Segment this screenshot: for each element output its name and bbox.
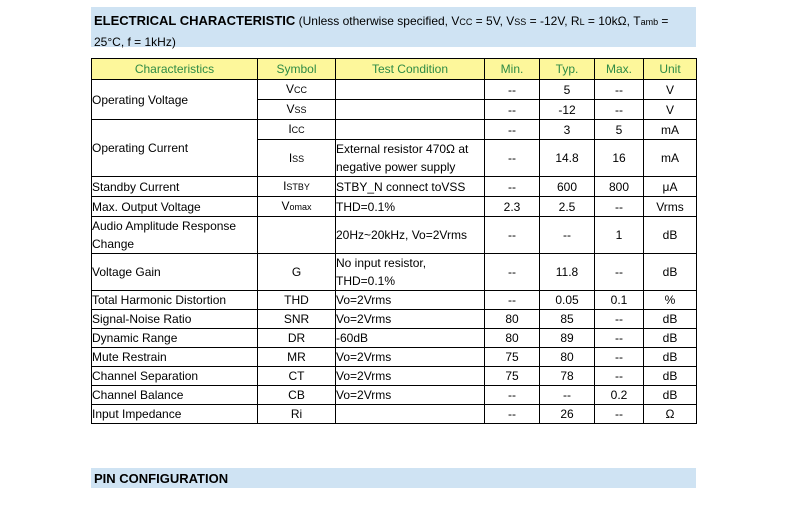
unit-cell: Vrms [644, 197, 697, 217]
characteristic-cell: Signal-Noise Ratio [92, 310, 258, 329]
condition-cell: STBY_N connect toVSS [336, 177, 485, 197]
column-header: Symbol [258, 59, 336, 80]
typ-cell: 600 [540, 177, 595, 197]
max-cell: 0.1 [595, 291, 644, 310]
characteristic-cell: Channel Separation [92, 367, 258, 386]
characteristic-cell: Operating Voltage [92, 80, 258, 120]
symbol-cell: ISS [258, 140, 336, 177]
characteristic-cell: Total Harmonic Distortion [92, 291, 258, 310]
typ-cell: 14.8 [540, 140, 595, 177]
typ-cell: 78 [540, 367, 595, 386]
min-cell: -- [485, 80, 540, 100]
symbol-cell: ISTBY [258, 177, 336, 197]
typ-cell: 11.8 [540, 254, 595, 291]
table-row [92, 120, 697, 140]
conditions-text: (Unless otherwise specified, VCC = 5V, VSS = -12V, RL = 10kΩ, Tamb = [298, 14, 669, 28]
characteristic-cell: Operating Current [92, 120, 258, 177]
column-header: Unit [644, 59, 697, 80]
min-cell: 80 [485, 329, 540, 348]
typ-cell: 26 [540, 405, 595, 424]
max-cell: -- [595, 197, 644, 217]
min-cell: 75 [485, 348, 540, 367]
table-row [92, 405, 697, 424]
symbol-cell: CB [258, 386, 336, 405]
typ-cell: 0.05 [540, 291, 595, 310]
max-cell: -- [595, 310, 644, 329]
characteristic-cell: Channel Balance [92, 386, 258, 405]
min-cell: -- [485, 120, 540, 140]
max-cell: -- [595, 329, 644, 348]
table-row [92, 310, 697, 329]
section-title: ELECTRICAL CHARACTERISTIC [94, 13, 296, 28]
typ-cell: -- [540, 217, 595, 254]
min-cell: -- [485, 254, 540, 291]
min-cell: 80 [485, 310, 540, 329]
unit-cell: dB [644, 386, 697, 405]
electrical-characteristic-heading [91, 7, 696, 47]
unit-cell: dB [644, 310, 697, 329]
symbol-cell: ICC [258, 120, 336, 140]
max-cell: -- [595, 367, 644, 386]
condition-cell [336, 405, 485, 424]
max-cell: -- [595, 254, 644, 291]
table-row [92, 291, 697, 310]
min-cell: -- [485, 177, 540, 197]
characteristic-cell: Mute Restrain [92, 348, 258, 367]
min-cell: 75 [485, 367, 540, 386]
min-cell: -- [485, 217, 540, 254]
typ-cell: 85 [540, 310, 595, 329]
condition-cell: Vo=2Vrms [336, 348, 485, 367]
column-header: Min. [485, 59, 540, 80]
typ-cell: -- [540, 386, 595, 405]
unit-cell: dB [644, 348, 697, 367]
symbol-cell: VCC [258, 80, 336, 100]
column-header: Characteristics [92, 59, 258, 80]
symbol-cell [258, 217, 336, 254]
condition-cell: Vo=2Vrms [336, 291, 485, 310]
symbol-cell: CT [258, 367, 336, 386]
symbol-cell: VSS [258, 100, 336, 120]
column-header: Max. [595, 59, 644, 80]
unit-cell: V [644, 80, 697, 100]
typ-cell: -12 [540, 100, 595, 120]
symbol-cell: Ri [258, 405, 336, 424]
unit-cell: mA [644, 120, 697, 140]
unit-cell: μA [644, 177, 697, 197]
characteristic-cell: Voltage Gain [92, 254, 258, 291]
column-header: Test Condition [336, 59, 485, 80]
table-row [92, 177, 697, 197]
max-cell: 16 [595, 140, 644, 177]
min-cell: -- [485, 140, 540, 177]
characteristic-cell: Audio Amplitude Response Change [92, 217, 258, 254]
max-cell: 800 [595, 177, 644, 197]
column-header: Typ. [540, 59, 595, 80]
unit-cell: dB [644, 329, 697, 348]
table-row [92, 367, 697, 386]
table-row [92, 80, 697, 100]
condition-cell: 20Hz~20kHz, Vo=2Vrms [336, 217, 485, 254]
max-cell: 1 [595, 217, 644, 254]
symbol-cell: DR [258, 329, 336, 348]
unit-cell: dB [644, 254, 697, 291]
symbol-cell: Vomax [258, 197, 336, 217]
symbol-cell: SNR [258, 310, 336, 329]
min-cell: -- [485, 100, 540, 120]
table-row [92, 386, 697, 405]
unit-cell: % [644, 291, 697, 310]
condition-cell: Vo=2Vrms [336, 386, 485, 405]
characteristic-cell: Max. Output Voltage [92, 197, 258, 217]
condition-cell: External resistor 470Ω at negative power supply [336, 140, 485, 177]
unit-cell: Ω [644, 405, 697, 424]
symbol-cell: MR [258, 348, 336, 367]
symbol-cell: G [258, 254, 336, 291]
unit-cell: V [644, 100, 697, 120]
characteristic-cell: Dynamic Range [92, 329, 258, 348]
characteristic-cell: Standby Current [92, 177, 258, 197]
pin-configuration-heading: PIN CONFIGURATION [91, 468, 696, 488]
max-cell: 0.2 [595, 386, 644, 405]
typ-cell: 3 [540, 120, 595, 140]
typ-cell: 89 [540, 329, 595, 348]
min-cell: -- [485, 405, 540, 424]
max-cell: -- [595, 80, 644, 100]
condition-cell: -60dB [336, 329, 485, 348]
table-header-row [92, 59, 697, 80]
min-cell: -- [485, 291, 540, 310]
electrical-characteristics-table [91, 58, 697, 424]
table-row [92, 329, 697, 348]
typ-cell: 5 [540, 80, 595, 100]
unit-cell: dB [644, 367, 697, 386]
max-cell: -- [595, 405, 644, 424]
conditions-text-line2: 25°C, f = 1kHz) [94, 35, 176, 49]
condition-cell: THD=0.1% [336, 197, 485, 217]
unit-cell: mA [644, 140, 697, 177]
min-cell: 2.3 [485, 197, 540, 217]
typ-cell: 2.5 [540, 197, 595, 217]
condition-cell: Vo=2Vrms [336, 310, 485, 329]
table-row [92, 254, 697, 291]
condition-cell [336, 120, 485, 140]
typ-cell: 80 [540, 348, 595, 367]
max-cell: -- [595, 348, 644, 367]
condition-cell: No input resistor, THD=0.1% [336, 254, 485, 291]
table-row [92, 217, 697, 254]
table-row [92, 197, 697, 217]
symbol-cell: THD [258, 291, 336, 310]
max-cell: -- [595, 100, 644, 120]
max-cell: 5 [595, 120, 644, 140]
unit-cell: dB [644, 217, 697, 254]
table-row [92, 348, 697, 367]
condition-cell [336, 100, 485, 120]
condition-cell: Vo=2Vrms [336, 367, 485, 386]
characteristic-cell: Input Impedance [92, 405, 258, 424]
condition-cell [336, 80, 485, 100]
min-cell: -- [485, 386, 540, 405]
